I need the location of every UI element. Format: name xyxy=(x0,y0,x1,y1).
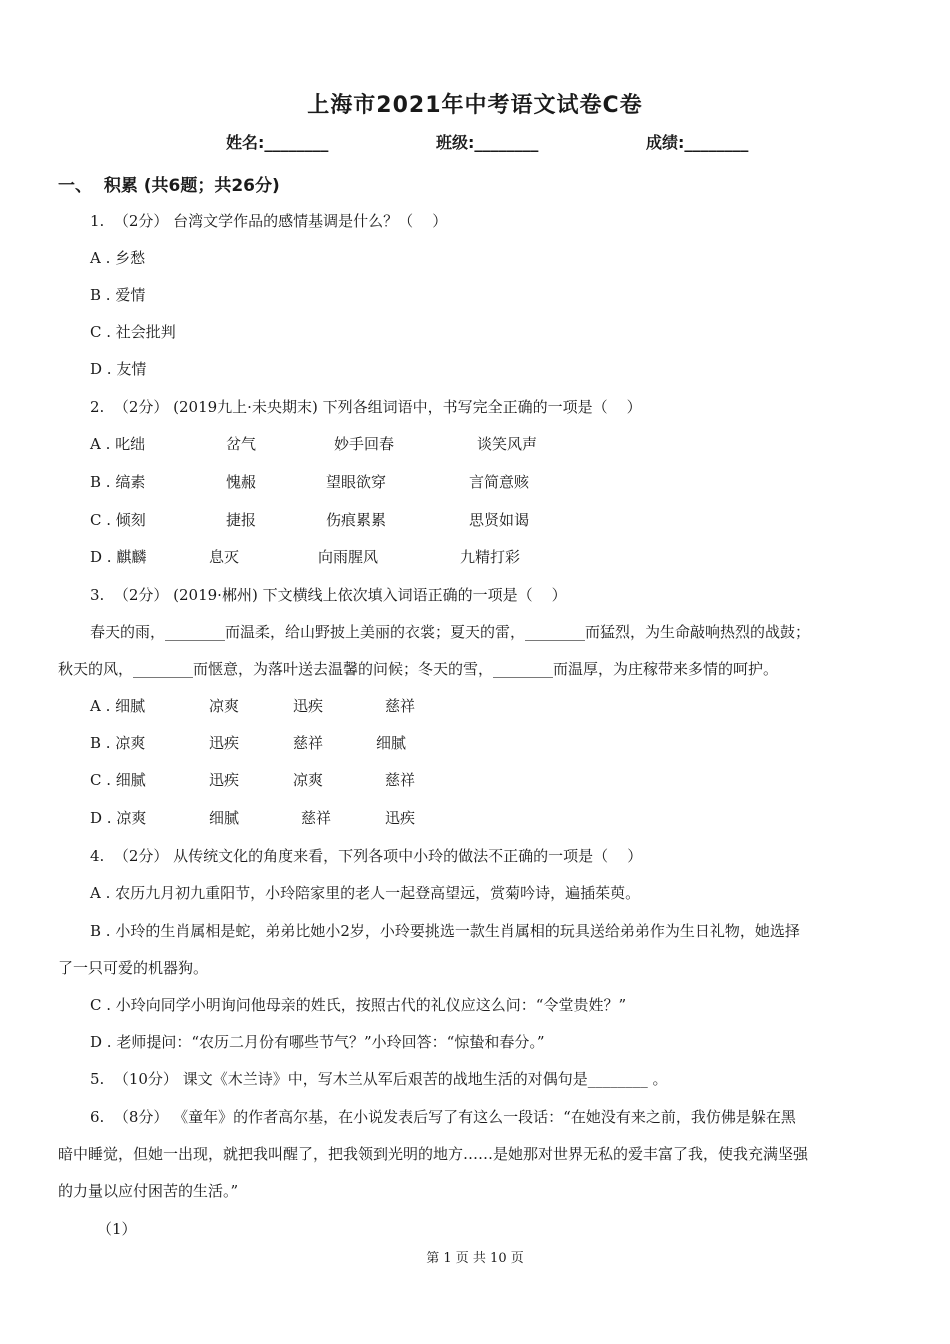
q3-option-b-word: 迅疾 xyxy=(209,734,240,752)
q3-passage-line-1: 春天的雨，________而温柔，给山野披上美丽的衣裳；夏天的雷，________而猛烈，为生命敲响热烈的战鼓； xyxy=(90,623,811,641)
q2-option-b-label: B . 缟素 xyxy=(90,473,146,491)
q4-option-a: A . 农历九月初九重阳节，小玲陪家里的老人一起登高望远，赏菊吟诗，遍插茱萸。 xyxy=(90,884,641,902)
section-heading: 一、 积累 (共6题；共26分) xyxy=(58,176,280,196)
q3-option-a-word: 慈祥 xyxy=(385,697,416,715)
q4-option-b-line-1: B . 小玲的生肖属相是蛇，弟弟比她小2岁，小玲要挑选一款生肖属相的玩具送给弟弟作为生日礼物，她选择 xyxy=(90,922,800,940)
question-5-stem: 5. （10分） 课文《木兰诗》中，写木兰从军后艰苦的战地生活的对偶句是________ 。 xyxy=(90,1070,668,1088)
q2-option-a-word: 岔气 xyxy=(226,435,257,453)
name-field-label: 姓名:________ xyxy=(226,133,329,152)
q3-option-b-label: B . 凉爽 xyxy=(90,734,146,752)
q2-option-d-label: D . 麒麟 xyxy=(90,548,147,566)
q4-option-c: C . 小玲向同学小明询问他母亲的姓氏，按照古代的礼仪应这么问：“令堂贵姓？” xyxy=(90,996,627,1014)
q2-option-a-word: 谈笑风声 xyxy=(477,435,538,453)
q2-option-c-word: 伤痕累累 xyxy=(326,511,387,529)
q3-option-b-word: 慈祥 xyxy=(293,734,324,752)
q2-option-b-word: 愧赧 xyxy=(226,473,257,491)
question-6-line-2: 暗中睡觉，但她一出现，就把我叫醒了，把我领到光明的地方……是她那对世界无私的爱丰富了我，使我充满坚强 xyxy=(58,1145,809,1163)
q2-option-d-word: 向雨腥风 xyxy=(318,548,379,566)
q3-option-a-word: 凉爽 xyxy=(209,697,240,715)
q3-option-a-word: 迅疾 xyxy=(293,697,324,715)
class-field-label: 班级:________ xyxy=(436,133,539,152)
q3-option-c-word: 迅疾 xyxy=(209,771,240,789)
question-6-line-1: 6. （8分） 《童年》的作者高尔基，在小说发表后写了有这么一段话：“在她没有来之前，我仿佛是躲在黑 xyxy=(90,1108,796,1126)
q3-option-d-word: 慈祥 xyxy=(301,809,332,827)
question-2-stem: 2. （2分） (2019九上·未央期末) 下列各组词语中，书写完全正确的一项是（ ） xyxy=(90,398,642,416)
q2-option-b-word: 言简意赅 xyxy=(469,473,530,491)
q4-option-d: D . 老师提问：“农历二月份有哪些节气？”小玲回答：“惊蛰和春分。” xyxy=(90,1033,545,1051)
q2-option-b-word: 望眼欲穿 xyxy=(326,473,387,491)
q2-option-d-word: 息灭 xyxy=(209,548,240,566)
page-footer: 第 1 页 共 10 页 xyxy=(426,1251,524,1266)
question-6-line-3: 的力量以应付困苦的生活。” xyxy=(58,1182,239,1200)
q3-option-c-word: 凉爽 xyxy=(293,771,324,789)
q2-option-a-word: 妙手回春 xyxy=(334,435,395,453)
q3-option-b-word: 细腻 xyxy=(376,734,407,752)
question-3-stem: 3. （2分） (2019·郴州) 下文横线上依次填入词语正确的一项是（ ） xyxy=(90,586,567,604)
q1-option-b: B . 爱情 xyxy=(90,286,146,304)
q2-option-c-label: C . 倾刻 xyxy=(90,511,146,529)
q2-option-c-word: 思贤如谒 xyxy=(469,511,530,529)
q6-subquestion-1: （1） xyxy=(97,1220,137,1238)
q1-option-d: D . 友情 xyxy=(90,360,147,378)
q3-option-d-word: 迅疾 xyxy=(385,809,416,827)
q2-option-c-word: 捷报 xyxy=(226,511,257,529)
question-4-stem: 4. （2分） 从传统文化的角度来看，下列各项中小玲的做法不正确的一项是（ ） xyxy=(90,847,643,865)
exam-title: 上海市2021年中考语文试卷C卷 xyxy=(307,93,643,118)
q3-option-d-word: 细腻 xyxy=(209,809,240,827)
q2-option-a-label: A . 叱绌 xyxy=(90,435,146,453)
score-field-label: 成绩:________ xyxy=(646,133,749,152)
q3-option-d-label: D . 凉爽 xyxy=(90,809,147,827)
q1-option-a: A . 乡愁 xyxy=(90,249,146,267)
question-1-stem: 1. （2分） 台湾文学作品的感情基调是什么？（ ） xyxy=(90,212,448,230)
q3-option-c-label: C . 细腻 xyxy=(90,771,146,789)
q2-option-d-word: 九精打彩 xyxy=(460,548,521,566)
q3-passage-line-2: 秋天的风，________而惬意，为落叶送去温馨的问候；冬天的雪，________而温厚，为庄稼带来多情的呵护。 xyxy=(58,660,779,678)
q4-option-b-line-2: 了一只可爱的机器狗。 xyxy=(58,959,209,977)
q3-option-a-label: A . 细腻 xyxy=(90,697,146,715)
q1-option-c: C . 社会批判 xyxy=(90,323,176,341)
q3-option-c-word: 慈祥 xyxy=(385,771,416,789)
